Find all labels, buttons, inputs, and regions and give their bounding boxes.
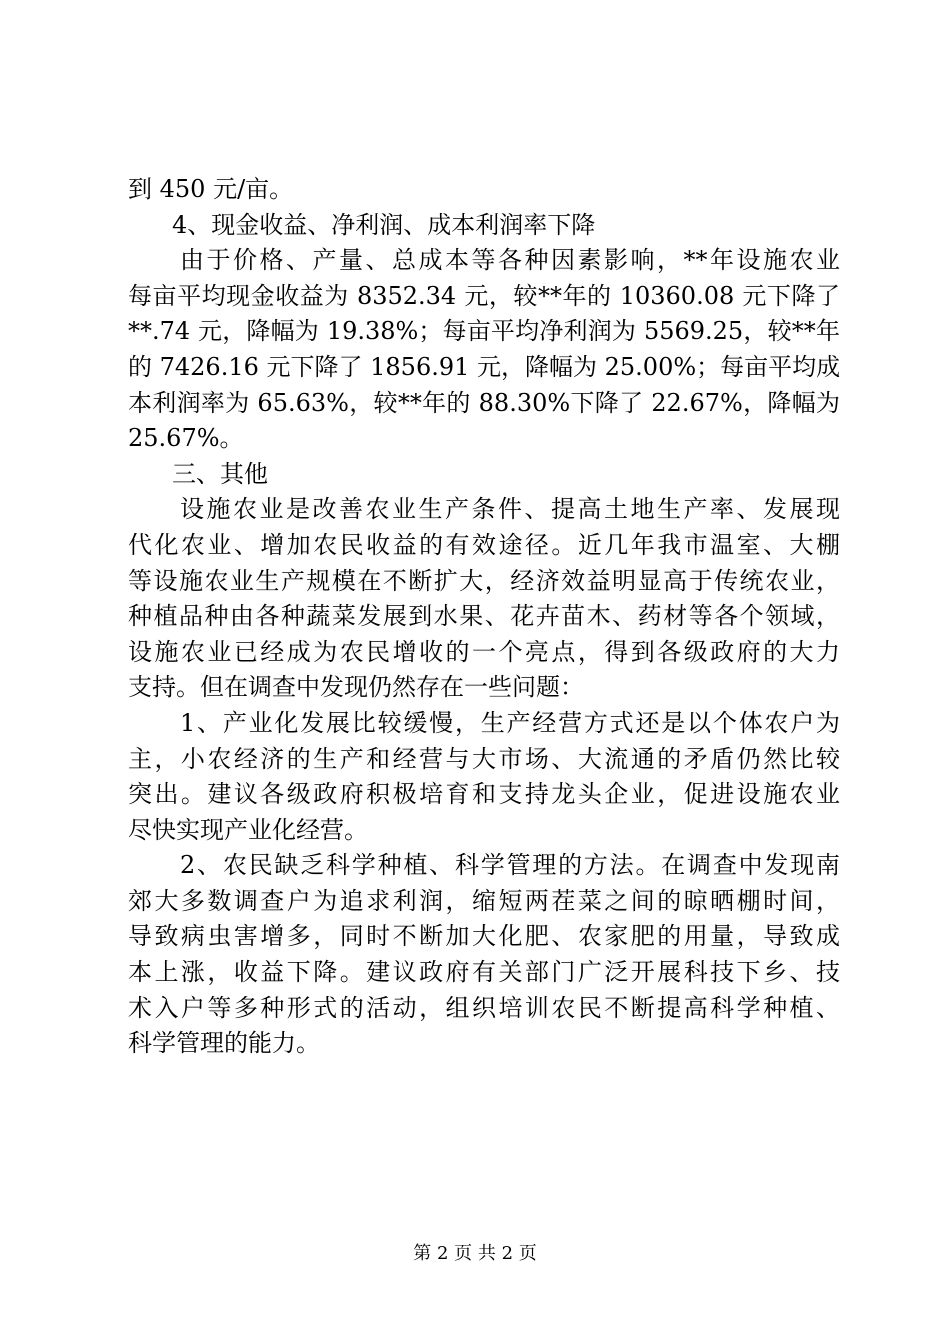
text-line: 主，小农经济的生产和经营与大市场、大流通的矛盾仍然比较: [128, 744, 840, 773]
text-line: 由于价格、产量、总成本等各种因素影响，**年设施农业: [180, 246, 840, 275]
page-number-footer: 第 2 页 共 2 页: [413, 1243, 537, 1264]
text-line: 的 7426.16 元下降了 1856.91 元，降幅为 25.00%；每亩平均成: [128, 352, 841, 381]
text-line: 2、农民缺乏科学种植、科学管理的方法。在调查中发现南: [180, 851, 840, 880]
text-line: 本上涨，收益下降。建议政府有关部门广泛开展科技下乡、技: [128, 958, 840, 987]
text-line: 25.67%。: [128, 424, 244, 453]
text-line: 导致病虫害增多，同时不断加大化肥、农家肥的用量，导致成: [128, 922, 840, 951]
text-line: 每亩平均现金收益为 8352.34 元，较**年的 10360.08 元下降了: [128, 281, 840, 310]
text-line: 等设施农业生产规模在不断扩大，经济效益明显高于传统农业，: [128, 566, 840, 595]
text-line: 郊大多数调查户为追求利润，缩短两茬菜之间的晾晒棚时间，: [128, 886, 840, 915]
text-line: 尽快实现产业化经营。: [128, 815, 368, 844]
text-line: 术入户等多种形式的活动，组织培训农民不断提高科学种植、: [128, 993, 840, 1022]
text-line: 设施农业已经成为农民增收的一个亮点，得到各级政府的大力: [128, 637, 840, 666]
text-line: 突出。建议各级政府积极培育和支持龙头企业，促进设施农业: [128, 780, 840, 809]
text-line: 1、产业化发展比较缓慢，生产经营方式还是以个体农户为: [180, 708, 840, 737]
section-heading: 4、现金收益、净利润、成本利润率下降: [172, 210, 596, 239]
section-heading: 三、其他: [172, 459, 268, 488]
text-line: 到 450 元/亩。: [128, 175, 294, 203]
text-line: 本利润率为 65.63%，较**年的 88.30%下降了 22.67%，降幅为: [128, 388, 840, 417]
text-line: 科学管理的能力。: [128, 1029, 320, 1058]
document-body: [128, 172, 840, 1062]
text-line: **.74 元，降幅为 19.38%；每亩平均净利润为 5569.25，较**年: [128, 317, 840, 346]
text-line: 种植品种由各种蔬菜发展到水果、花卉苗木、药材等各个领域，: [128, 602, 840, 631]
text-line: 支持。但在调查中发现仍然存在一些问题：: [128, 673, 584, 702]
text-line: 代化农业、增加农民收益的有效途径。近几年我市温室、大棚: [128, 530, 840, 559]
text-line: 设施农业是改善农业生产条件、提高土地生产率、发展现: [180, 495, 840, 524]
